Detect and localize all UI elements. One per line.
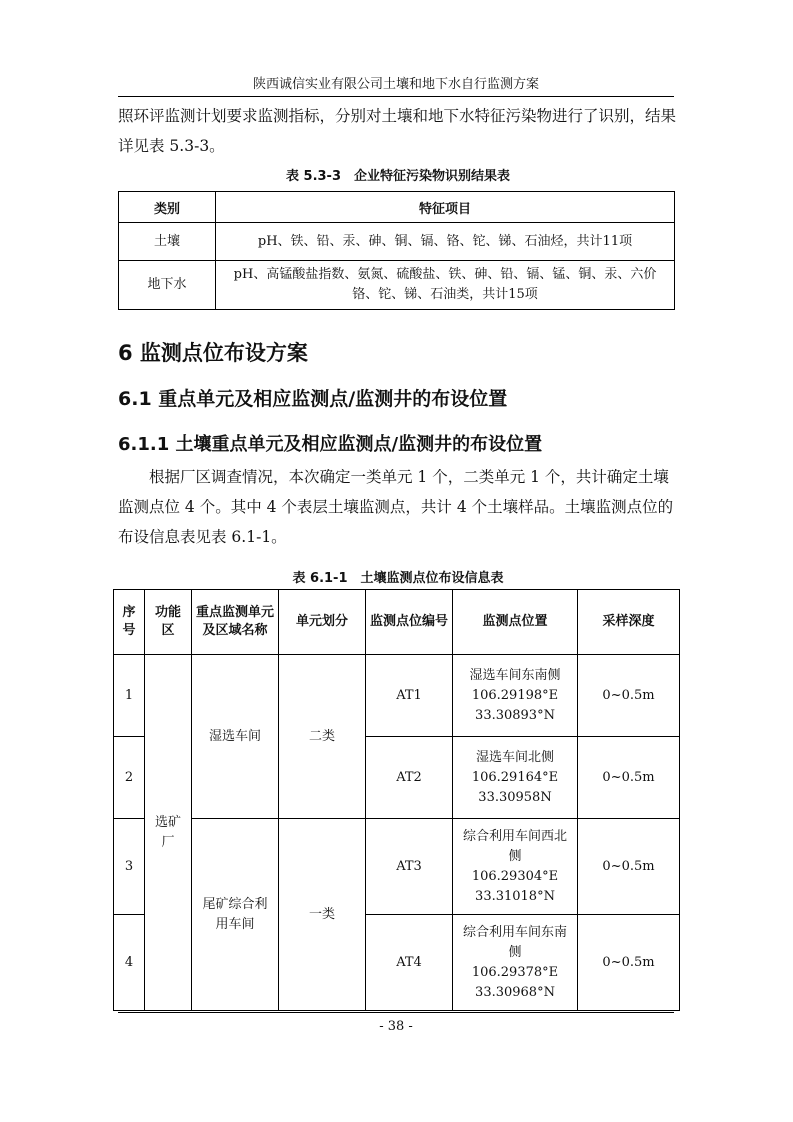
point-location-cell — [453, 655, 578, 737]
latitude: 33.30968°N — [475, 984, 555, 1000]
point-code-cell: AT1 — [366, 655, 453, 737]
items-cell: pH、铁、铅、汞、砷、铜、镉、铬、铊、锑、石油烃，共计11项 — [216, 223, 675, 261]
point-location-cell — [453, 737, 578, 819]
location-name: 综合利用车间西北侧 — [462, 828, 567, 864]
table-row — [119, 261, 675, 310]
table-header-cell: 特征项目 — [216, 192, 675, 223]
table-header-cell: 监测点位置 — [453, 590, 578, 655]
depth-cell: 0~0.5m — [578, 737, 680, 819]
unit-name-text: 尾矿综合利用车间 — [202, 896, 268, 932]
table-header-cell: 重点监测单元及区域名称 — [192, 590, 279, 655]
table-row — [119, 223, 675, 261]
unit-class-cell: 一类 — [279, 819, 366, 1011]
table-header-cell: 单元划分 — [279, 590, 366, 655]
section-heading: 6 监测点位布设方案 — [118, 341, 308, 365]
subsubsection-heading: 6.1.1 土壤重点单元及相应监测点/监测井的布设位置 — [118, 434, 543, 455]
row-number: 4 — [114, 915, 145, 1011]
point-location-cell — [453, 915, 578, 1011]
items-cell: pH、高锰酸盐指数、氨氮、硫酸盐、铁、砷、铅、镉、锰、铜、汞、六价铬、铊、锑、石油类，共计15项 — [216, 261, 675, 310]
intro-paragraph: 照环评监测计划要求监测指标，分别对土壤和地下水特征污染物进行了识别，结果详见表 5.3-3。 — [118, 107, 677, 155]
table-caption: 表 6.1-1 土壤监测点位布设信息表 — [292, 571, 504, 586]
monitoring-points-table — [113, 589, 680, 1011]
table-caption: 表 5.3-3 企业特征污染物识别结果表 — [286, 169, 510, 184]
location-name: 湿选车间东南侧 — [469, 667, 561, 683]
unit-name-cell: 湿选车间 — [192, 655, 279, 819]
longitude: 106.29198°E — [471, 687, 559, 703]
point-code-cell: AT3 — [366, 819, 453, 915]
body-paragraph: 根据厂区调查情况，本次确定一类单元 1 个，二类单元 1 个，共计确定土壤监测点位 4 个。其中 4 个表层土壤监测点，共计 4 个土壤样品。土壤监测点位的布设信息表见表 6.1-1。 — [118, 468, 674, 546]
unit-name-cell — [192, 819, 279, 1011]
unit-class-cell: 二类 — [279, 655, 366, 819]
page-header: 陕西诚信实业有限公司土壤和地下水自行监测方案 — [118, 74, 674, 97]
depth-cell: 0~0.5m — [578, 819, 680, 915]
latitude: 33.31018°N — [475, 888, 555, 904]
longitude: 106.29164°E — [471, 769, 559, 785]
function-area-text: 选矿厂 — [154, 814, 181, 850]
location-name: 综合利用车间东南侧 — [462, 924, 567, 960]
point-code-cell: AT2 — [366, 737, 453, 819]
table-header-cell: 序号 — [114, 590, 145, 655]
table-header-cell: 功能区 — [145, 590, 192, 655]
row-number: 1 — [114, 655, 145, 737]
row-number: 3 — [114, 819, 145, 915]
location-name: 湿选车间北侧 — [475, 749, 554, 765]
longitude: 106.29378°E — [471, 964, 559, 980]
table-header-cell: 类别 — [119, 192, 216, 223]
table-row — [114, 655, 680, 737]
table-header-cell: 监测点位编号 — [366, 590, 453, 655]
longitude: 106.29304°E — [471, 868, 559, 884]
latitude: 33.30893°N — [475, 707, 555, 723]
point-code-cell: AT4 — [366, 915, 453, 1011]
page-number: - 38 - — [118, 1012, 674, 1034]
depth-cell: 0~0.5m — [578, 655, 680, 737]
table-header-cell: 采样深度 — [578, 590, 680, 655]
function-area-cell — [145, 655, 192, 1011]
row-number: 2 — [114, 737, 145, 819]
category-cell: 土壤 — [119, 223, 216, 261]
pollutant-table — [118, 191, 675, 310]
table-row — [114, 819, 680, 915]
latitude: 33.30958N — [478, 789, 552, 805]
subsection-heading: 6.1 重点单元及相应监测点/监测井的布设位置 — [118, 388, 508, 410]
point-location-cell — [453, 819, 578, 915]
category-cell: 地下水 — [119, 261, 216, 310]
depth-cell: 0~0.5m — [578, 915, 680, 1011]
